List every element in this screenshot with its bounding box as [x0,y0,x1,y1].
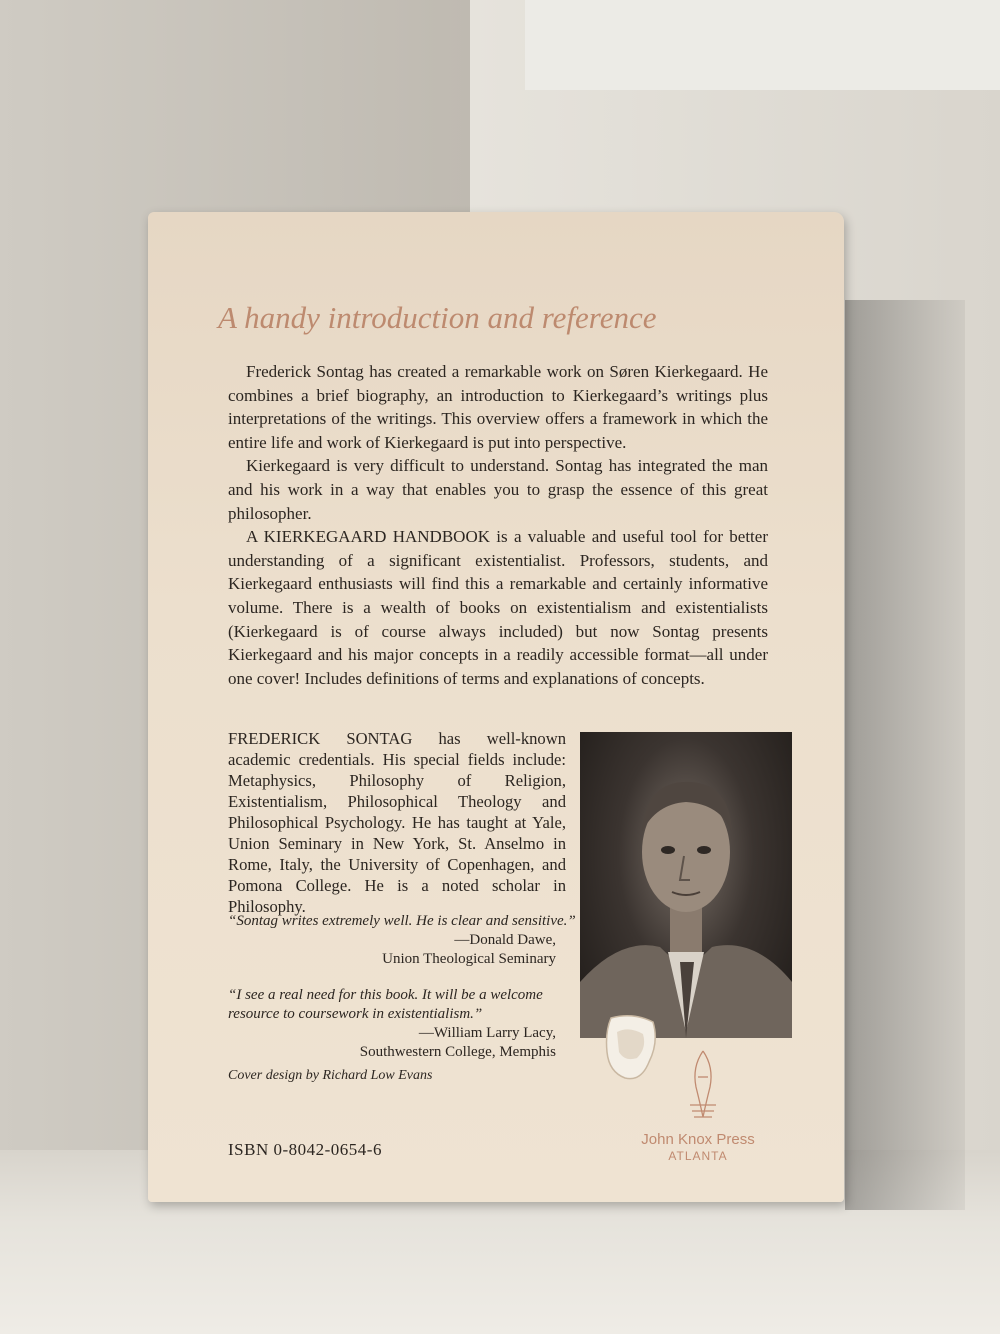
publisher-name: John Knox Press [641,1131,755,1148]
isbn-number: ISBN 0-8042-0654-6 [228,1140,382,1159]
quote-text: “Sontag writes extremely well. He is clear and sensitive.” [228,913,576,929]
book-back-cover [148,212,844,1202]
blurb-text [228,360,768,690]
review-quote-2 [228,986,588,1062]
blurb-paragraph: Frederick Sontag has created a remarkable work on Søren Kierkegaard. He combines a brief biography, an introduction to Kierkegaard’s writings plus interpretations of the writings. This overview offers a framework in which the entire life and work of Kierkegaard is put into perspective. [228,362,768,452]
quote-author: —William Larry Lacy, [418,1025,556,1041]
review-quote-1 [228,912,588,969]
publisher-imprint [628,1132,768,1164]
backdrop-top-highlight [525,0,1000,90]
cover-design-credit: Cover design by Richard Low Evans [228,1068,433,1083]
torn-sticker-mark [603,1012,661,1084]
quote-text: “I see a real need for this book. It will be a welcome resource to coursework in existentialism.” [228,987,543,1022]
author-portrait-image [580,732,792,1038]
author-bio: FREDERICK SONTAG has well-known academic credentials. His special fields include: Metaphysics, Philosophy of Religion, Existentialism, Philosophical Theology and Philosophical Psychology. He has taught at Yale, Union Seminary in New York, St. Anselmo in Rome, Italy, the University of Copenhagen, and Pomona College. He is a noted scholar in Philosophy. [228,729,566,916]
blurb-paragraph: A KIERKEGAARD HANDBOOK is a valuable and useful tool for better understanding of a significant existentialist. Professors, students, and Kierkegaard enthusiasts will find this a remarkable and certainly informative volume. There is a wealth of books on existentialism and existentialists (Kierkegaard is of course always included) but now Sontag presents Kierkegaard and his major concepts in a readily accessible format—all under one cover! Includes definitions of terms and explanations of concepts. [228,527,768,688]
publisher-city: ATLANTA [668,1149,728,1163]
blurb-paragraph: Kierkegaard is very difficult to understand. Sontag has integrated the man and his work in a way that enables you to grasp the essence of this great philosopher. [228,456,768,523]
quote-author: —Donald Dawe, [454,932,556,948]
quote-affiliation: Southwestern College, Memphis [359,1044,556,1060]
cover-headline: A handy introduction and reference [218,300,657,335]
publisher-logo-icon [678,1047,728,1127]
quote-affiliation: Union Theological Seminary [382,951,556,967]
author-photo [580,732,792,1038]
book-shadow [845,300,965,1210]
